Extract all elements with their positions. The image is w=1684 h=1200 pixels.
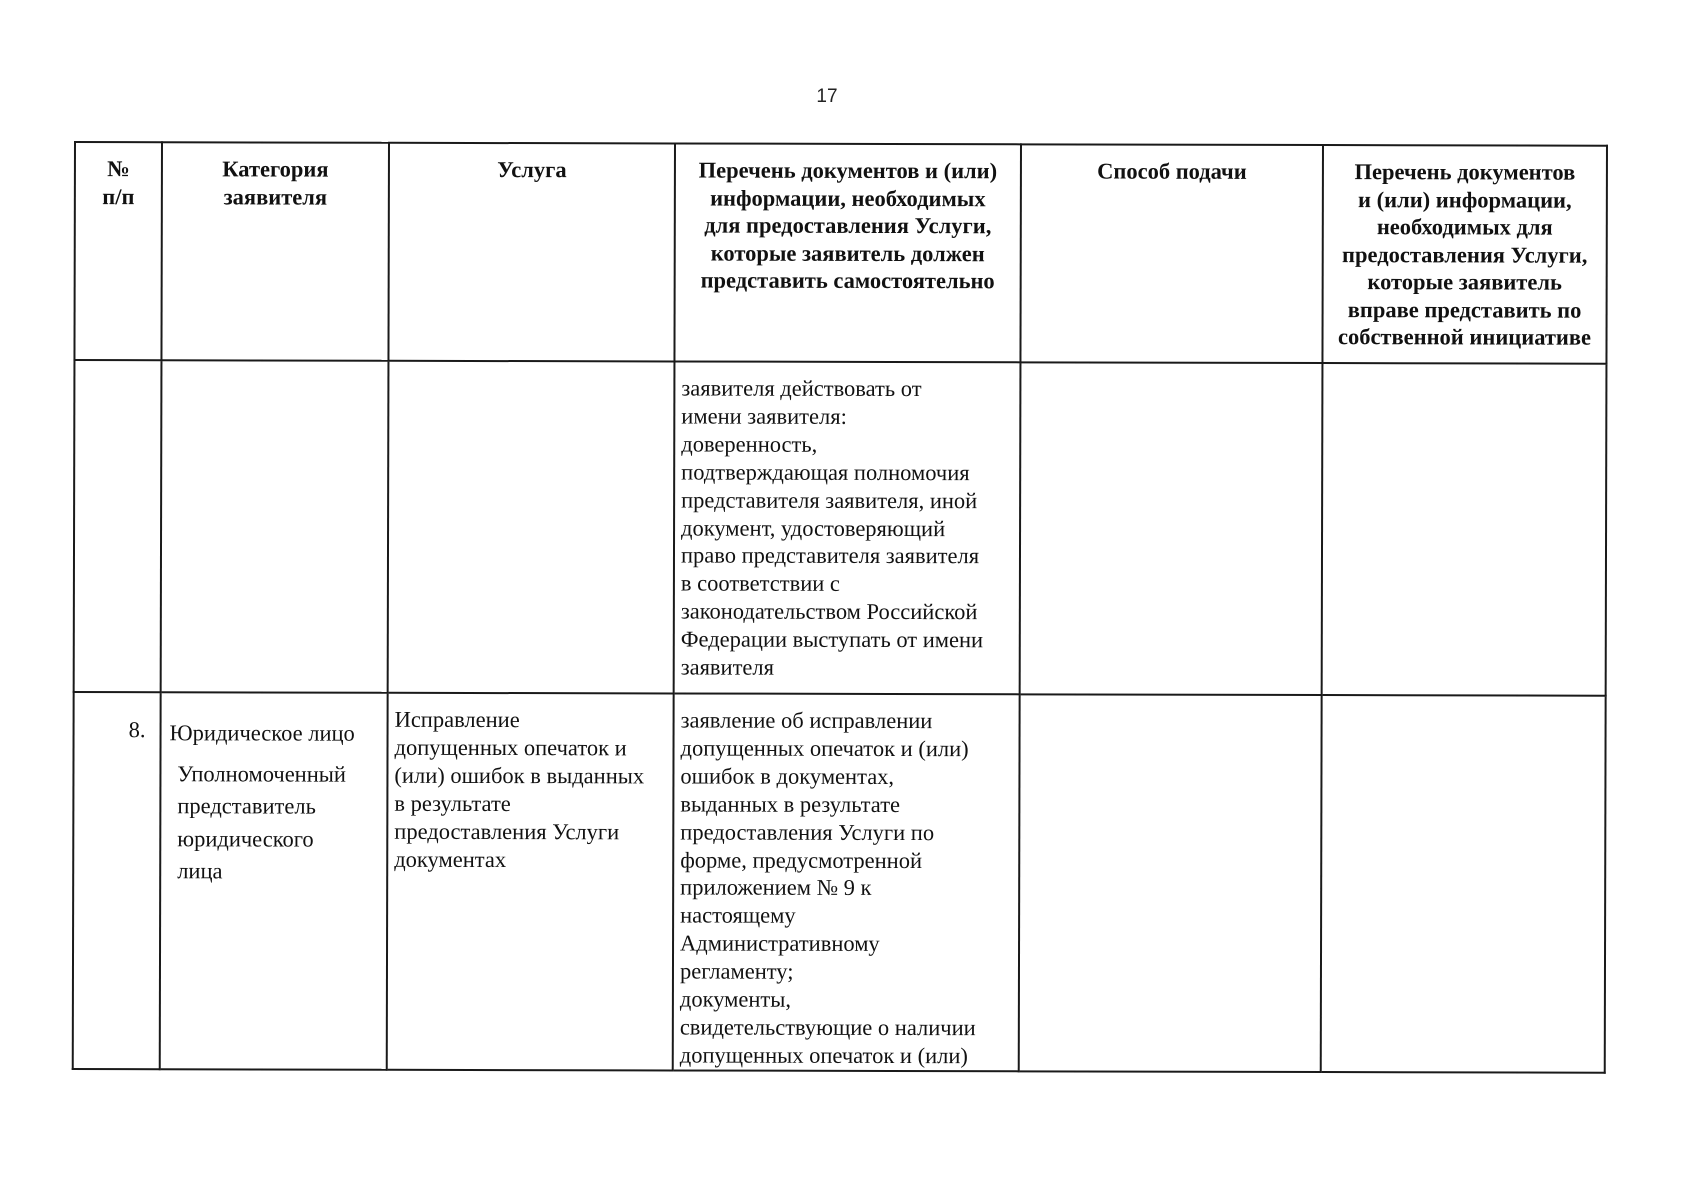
- page-number: 17: [816, 86, 838, 107]
- cell-num: 8.: [73, 692, 161, 1069]
- services-table: [72, 141, 1608, 1074]
- cell-submission-method: [1019, 694, 1322, 1072]
- cell-docs-required: заявление об исправлении допущенных опечаток и (или) ошибок в документах, выданных в результате предоставления Услуги по форме, предусмотренной приложением № 9 к настоящему Административному регламенту; документы, свидетельствующие о наличии допущенных опечаток и (или): [673, 693, 1020, 1071]
- category-entity: Юридическое лицо: [169, 720, 355, 746]
- header-row: [74, 142, 1607, 364]
- cell-service: [388, 361, 675, 694]
- cell-docs-optional: [1321, 695, 1606, 1073]
- header-docs-required: Перечень документов и (или) информации, необходимых для предоставления Услуги, которые заявитель должен представить самостоятельно: [674, 143, 1021, 362]
- header-num: № п/п: [74, 142, 162, 360]
- cell-service: Исправление допущенных опечаток и (или) ошибок в выданных в результате предоставления Услуги документах: [387, 693, 674, 1071]
- cell-num: [74, 360, 162, 692]
- cell-submission-method: [1020, 362, 1323, 695]
- table-row-continuation: [74, 360, 1607, 696]
- cell-category: [161, 360, 389, 693]
- header-service: Услуга: [388, 143, 675, 362]
- table-row-8: [73, 692, 1606, 1073]
- header-submission-method: Способ подачи: [1020, 144, 1323, 363]
- cell-category: [160, 692, 388, 1070]
- category-representative: Уполномоченный представитель юридического лица: [177, 760, 346, 884]
- header-docs-optional: Перечень документов и (или) информации, необходимых для предоставления Услуги, которые заявитель вправе представить по собственной инициативе: [1322, 145, 1607, 364]
- cell-docs-optional: [1322, 363, 1607, 696]
- header-category: Категория заявителя: [161, 142, 389, 361]
- cell-docs-required: заявителя действовать от имени заявителя: доверенность, подтверждающая полномочия представителя заявителя, иной документ, удостоверяющий право представителя заявителя в соответствии с законодательством Российской Федерации выступать от имени заявителя: [674, 361, 1021, 694]
